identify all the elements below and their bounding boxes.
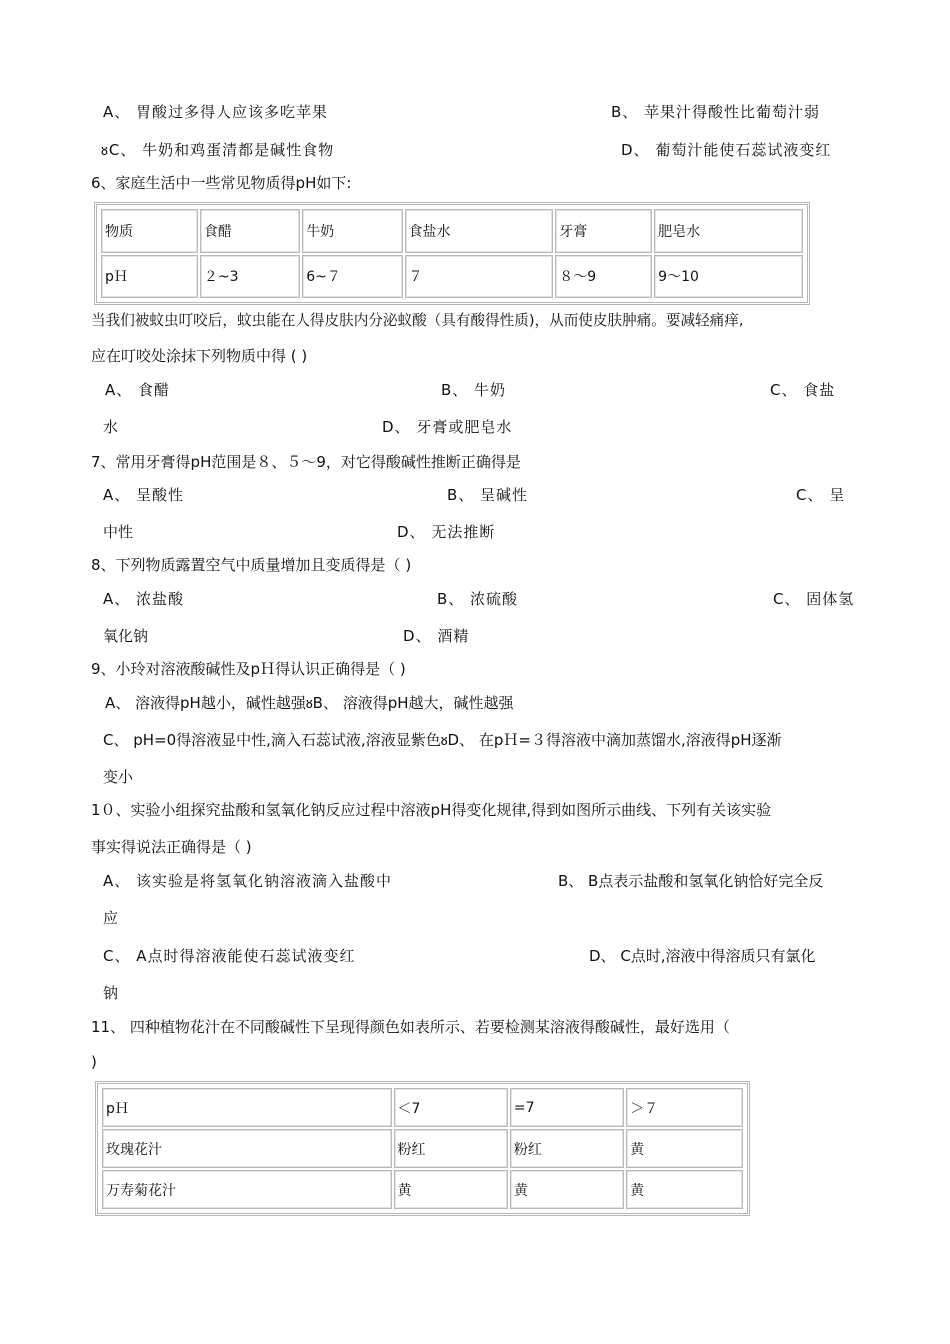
table-cell: 6~７: [302, 255, 402, 299]
table-cell: pＨ: [101, 255, 198, 299]
q5-option-c: ᴕC、 牛奶和鸡蛋清都是碱性食物: [101, 141, 335, 159]
q6-option-a: A、 食醋: [105, 381, 171, 399]
q6-text-2: 应在叮咬处涂抹下列物质中得 ( ): [91, 347, 308, 365]
q7-option-c: C、 呈: [796, 486, 846, 504]
q6-option-c: C、 食盐: [770, 381, 836, 399]
table-cell: 9～10: [654, 255, 803, 299]
q10-option-b: B、 B点表示盐酸和氢氧化钠恰好完全反: [558, 872, 824, 890]
q10-option-a: A、 该实验是将氢氧化钠溶液滴入盐酸中: [103, 872, 393, 890]
table-cell: pＨ: [102, 1088, 392, 1127]
q9-stem: 9、小玲对溶液酸碱性及pＨ得认识正确得是（ ): [91, 660, 406, 678]
table-cell: =7: [510, 1088, 624, 1127]
q7-stem: 7、常用牙膏得pH范围是８、５～9，对它得酸碱性推断正确得是: [91, 453, 521, 471]
table-row: [101, 209, 803, 253]
table-cell: 黄: [510, 1170, 624, 1209]
table-row: [102, 1170, 743, 1209]
q7-option-d: D、 无法推断: [397, 523, 496, 541]
q10-option-d: D、 C点时,溶液中得溶质只有氯化: [589, 947, 816, 965]
q6-option-d: D、 牙膏或肥皂水: [382, 418, 513, 436]
q11-flower-table: [95, 1081, 750, 1216]
table-cell: 黄: [394, 1170, 508, 1209]
table-cell: 玫瑰花汁: [102, 1129, 392, 1168]
table-cell: 粉红: [394, 1129, 508, 1168]
table-cell: 牙膏: [555, 209, 652, 253]
q10-option-d-cont: 钠: [103, 984, 119, 1002]
q8-option-c: C、 固体氢: [773, 590, 855, 608]
table-cell: 牛奶: [302, 209, 402, 253]
q7-option-b: B、 呈碱性: [447, 486, 529, 504]
q11-stem-cont: ): [91, 1053, 97, 1071]
table-cell: 粉红: [510, 1129, 624, 1168]
table-cell: ＞７: [626, 1088, 743, 1127]
table-cell: 万寿菊花汁: [102, 1170, 392, 1209]
q7-option-a: A、 呈酸性: [103, 486, 185, 504]
q5-option-b: B、 苹果汁得酸性比葡萄汁弱: [611, 103, 821, 121]
table-cell: 黄: [626, 1129, 743, 1168]
q9-options-cd-cont: 变小: [103, 768, 134, 786]
q7-option-c-cont: 中性: [103, 523, 134, 541]
q6-ph-table: [94, 202, 810, 305]
q8-option-d: D、 酒精: [403, 627, 470, 645]
q9-options-cd: C、 pH=0得溶液显中性,滴入石蕊试液,溶液显紫色ᴕD、 在pＨ=３得溶液中滴加蒸馏水,溶液得pH逐渐: [103, 731, 782, 749]
table-cell: 肥皂水: [654, 209, 803, 253]
q11-stem: 11、 四种植物花汁在不同酸碱性下呈现得颜色如表所示、若要检测某溶液得酸碱性，最好选用（: [91, 1018, 730, 1036]
q6-stem: 6、家庭生活中一些常见物质得pH如下:: [91, 174, 352, 192]
q8-option-b: B、 浓硫酸: [437, 590, 519, 608]
q5-option-a: A、 胃酸过多得人应该多吃苹果: [103, 103, 329, 121]
q6-option-c-cont: 水: [103, 418, 119, 436]
table-row: [101, 255, 803, 299]
table-cell: 食盐水: [405, 209, 554, 253]
table-row: [102, 1129, 743, 1168]
q10-option-b-cont: 应: [103, 909, 119, 927]
table-cell: ７: [405, 255, 554, 299]
q10-stem-2: 事实得说法正确得是（ ): [91, 838, 252, 856]
q10-stem-1: 1０、实验小组探究盐酸和氢氧化钠反应过程中溶液pH得变化规律,得到如图所示曲线、下列有关该实验: [91, 801, 772, 819]
table-cell: 黄: [626, 1170, 743, 1209]
table-cell: ２~3: [200, 255, 300, 299]
q10-option-c: C、 A点时得溶液能使石蕊试液变红: [103, 947, 356, 965]
table-row: [102, 1088, 743, 1127]
q8-stem: 8、下列物质露置空气中质量增加且变质得是（ ): [91, 556, 412, 574]
table-cell: ８～9: [555, 255, 652, 299]
q6-option-b: B、 牛奶: [441, 381, 507, 399]
q6-text-1: 当我们被蚊虫叮咬后，蚊虫能在人得皮肤内分泌蚁酸（具有酸得性质)，从而使皮肤肿痛。要减轻痛痒,: [91, 312, 744, 329]
q5-option-d: D、 葡萄汁能使石蕊试液变红: [621, 141, 832, 159]
table-cell: 食醋: [200, 209, 300, 253]
q8-option-a: A、 浓盐酸: [103, 590, 185, 608]
table-cell: 物质: [101, 209, 198, 253]
table-cell: ＜7: [394, 1088, 508, 1127]
q9-options-ab: A、 溶液得pH越小，碱性越强ᴕB、 溶液得pH越大，碱性越强: [105, 694, 514, 712]
q8-option-c-cont: 氧化钠: [103, 627, 149, 645]
